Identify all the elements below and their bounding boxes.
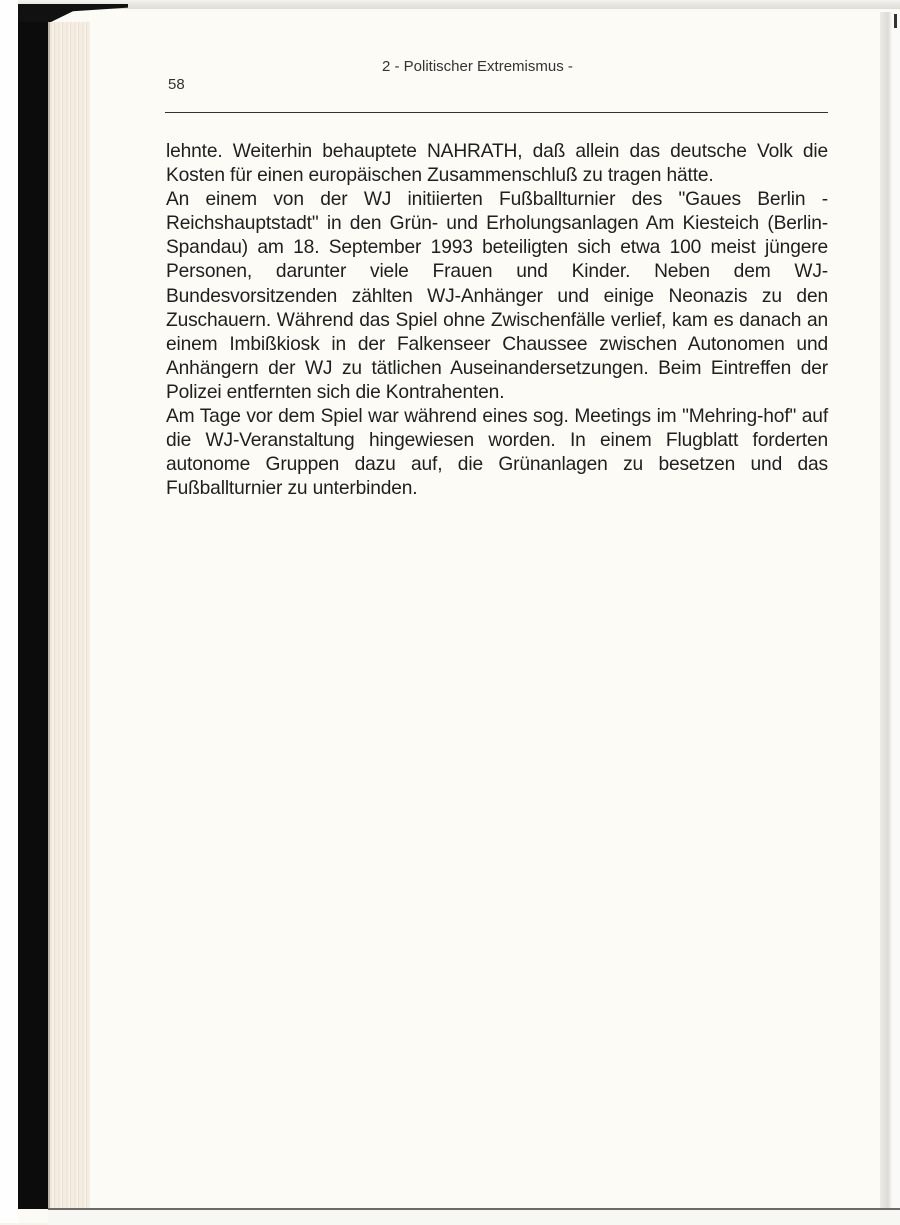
page-right-edge [880,12,900,1210]
scan-top-edge [18,0,900,9]
page-stack-edge [48,22,92,1210]
paragraph: An einem von der WJ initiierten Fußballturnier des "Gaues Berlin - Reichshauptstadt" in den Grün- und Erholungsanlagen Am Kiesteich (Berlin-Spandau) am 18. September 1993 beteiligten sich etwa 100 meist jüngere Personen, darunter viele Frauen und Kinder. Neben dem WJ-Bundesvorsitzenden zählten WJ-Anhänger und einige Neonazis zu den Zuschauern. Während das Spiel ohne Zwischenfälle verlief, kam es danach an einem Imbißkiosk in der Falkenseer Chaussee zwischen Autonomen und Anhängern der WJ zu tätlichen Auseinandersetzungen. Beim Eintreffen der Polizei entfernten sich die Kontrahenten. [166,189,828,403]
book-binding [18,4,48,1209]
running-header-title: 2 - Politischer Extremismus - [382,58,573,75]
scan-bottom-edge [48,1208,900,1225]
page-number: 58 [168,76,185,93]
paragraph: Am Tage vor dem Spiel war während eines sog. Meetings im "Mehring-hof" auf die WJ-Veranstaltung hingewiesen worden. In einem Flugblatt forderten autonome Gruppen dazu auf, die Grünanlagen zu besetzen und das Fußballturnier zu unterbinden. [166,406,828,500]
scan-margin-left [0,0,18,1223]
paragraph: lehnte. Weiterhin behauptete NAHRATH, daß allein das deutsche Volk die Kosten für einen europäischen Zusammenschluß zu tragen hätte. [166,141,828,187]
body-text [166,140,828,501]
header-divider [165,112,828,113]
scan-mark [894,14,897,28]
